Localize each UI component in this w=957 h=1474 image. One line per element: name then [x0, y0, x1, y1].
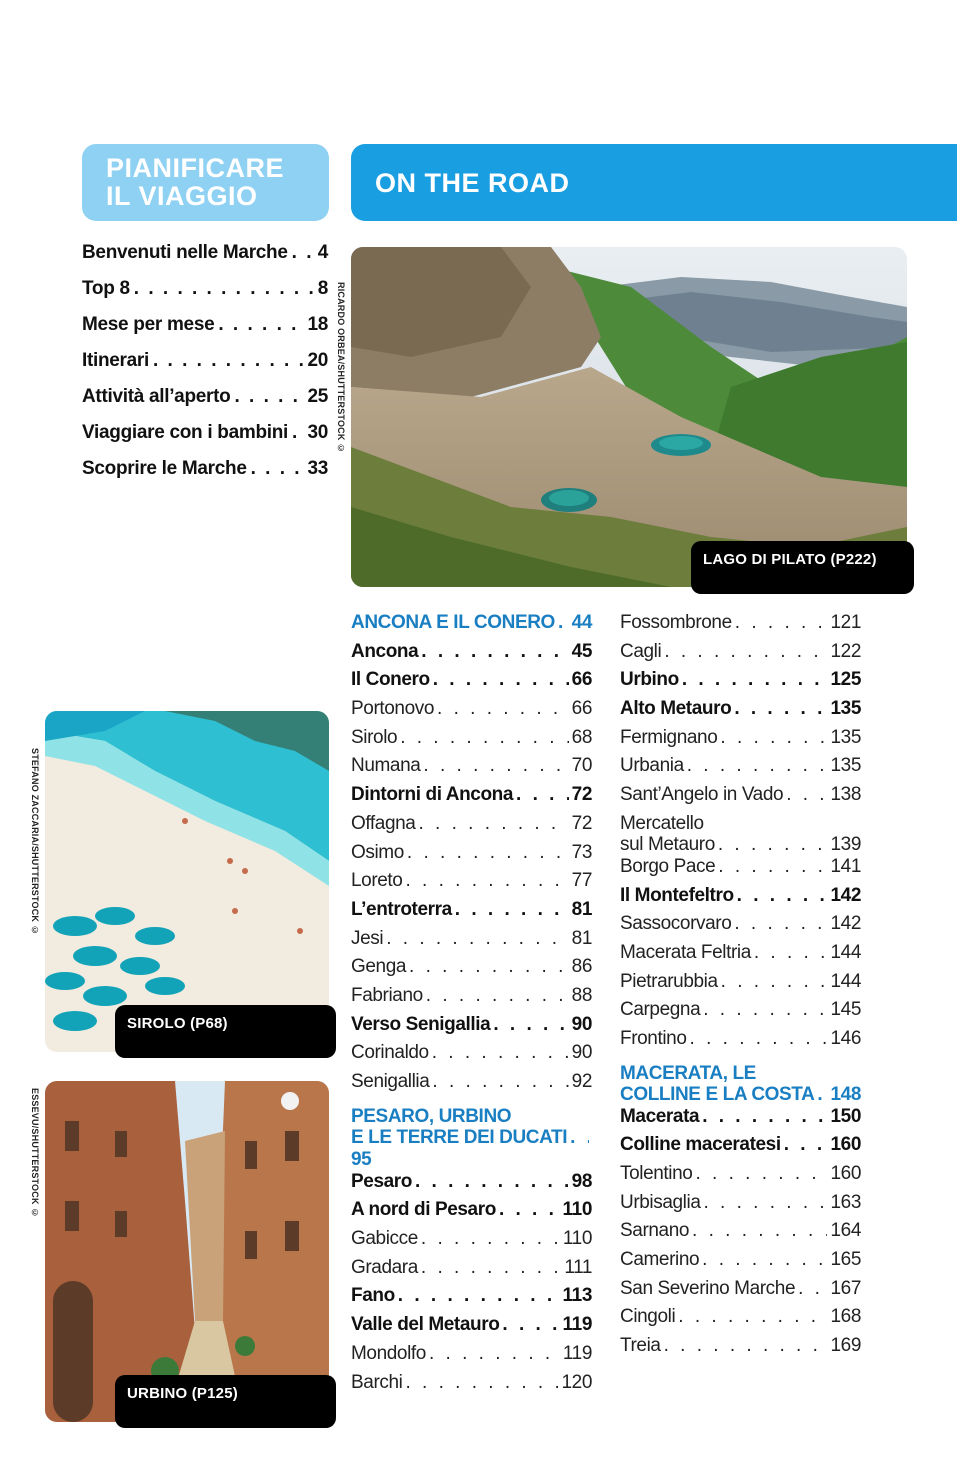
- toc-item[interactable]: Mondolfo . . . 119: [351, 1343, 592, 1372]
- toc-item[interactable]: Corinaldo . . . 90: [351, 1042, 592, 1071]
- toc-column-2: [620, 612, 861, 1364]
- toc-column-1: [351, 612, 592, 1400]
- toc-item[interactable]: Camerino . . . 165: [620, 1249, 861, 1278]
- toc-item[interactable]: Valle del Metauro . . . 119: [351, 1314, 592, 1343]
- toc-item[interactable]: Sirolo . . . 68: [351, 727, 592, 756]
- toc-item[interactable]: Sant’Angelo in Vado . . . 138: [620, 784, 861, 813]
- beach-photo-credit: STEFANO ZACCARIA/SHUTTERSTOCK ©: [30, 748, 40, 936]
- toc-item[interactable]: Macerata Feltria . . . 144: [620, 942, 861, 971]
- toc-item[interactable]: A nord di Pesaro . . . 110: [351, 1199, 592, 1228]
- plan-section-tab[interactable]: [82, 144, 329, 221]
- toc-item[interactable]: Fano . . . 113: [351, 1285, 592, 1314]
- street-photo-caption: URBINO (P125): [115, 1375, 336, 1428]
- toc-section-macerata[interactable]: MACERATA, LE COLLINE E LA COSTA . . . 148: [620, 1063, 861, 1106]
- plan-item[interactable]: Benvenuti nelle Marche . . . 4: [82, 242, 328, 278]
- plan-tab-line2: IL VIAGGIO: [106, 181, 258, 211]
- main-photo-credit: RICARDO ORBEA/SHUTTERSTOCK ©: [336, 282, 346, 454]
- sirolo-beach-photo: [45, 711, 329, 1052]
- plan-item[interactable]: Top 8 . . . 8: [82, 278, 328, 314]
- toc-item[interactable]: Borgo Pace . . . 141: [620, 856, 861, 885]
- toc-item[interactable]: Portonovo . . . 66: [351, 698, 592, 727]
- toc-item[interactable]: L’entroterra . . . 81: [351, 899, 592, 928]
- toc-item[interactable]: Sarnano . . . 164: [620, 1220, 861, 1249]
- on-the-road-label: ON THE ROAD: [375, 168, 570, 198]
- toc-item[interactable]: Frontino . . . 146: [620, 1028, 861, 1057]
- plan-tab-line1: PIANIFICARE: [106, 153, 285, 183]
- toc-item[interactable]: Ancona . . . 45: [351, 641, 592, 670]
- plan-list: [82, 242, 328, 494]
- toc-item[interactable]: Barchi . . . 120: [351, 1372, 592, 1401]
- toc-item[interactable]: Cagli . . . 122: [620, 641, 861, 670]
- plan-item[interactable]: Itinerari . . . 20: [82, 350, 328, 386]
- toc-item[interactable]: Il Conero . . . 66: [351, 669, 592, 698]
- on-the-road-tab[interactable]: [351, 144, 957, 221]
- toc-item[interactable]: Cingoli . . . 168: [620, 1306, 861, 1335]
- plan-item[interactable]: Scoprire le Marche . . . 33: [82, 458, 328, 494]
- toc-item[interactable]: Alto Metauro . . . 135: [620, 698, 861, 727]
- toc-item[interactable]: Osimo . . . 73: [351, 842, 592, 871]
- mountain-lake-illustration: [351, 247, 907, 587]
- toc-item[interactable]: Pesaro . . . 98: [351, 1171, 592, 1200]
- toc-item[interactable]: Gradara . . . 111: [351, 1257, 592, 1286]
- toc-item[interactable]: Tolentino . . . 160: [620, 1163, 861, 1192]
- toc-item[interactable]: Offagna . . . 72: [351, 813, 592, 842]
- toc-item[interactable]: Fossombrone . . . 121: [620, 612, 861, 641]
- toc-item[interactable]: Jesi . . . 81: [351, 928, 592, 957]
- beach-illustration: [45, 711, 329, 1052]
- toc-item[interactable]: Loreto . . . 77: [351, 870, 592, 899]
- toc-item[interactable]: Macerata . . . 150: [620, 1106, 861, 1135]
- main-photo-caption: LAGO DI PILATO (P222): [691, 541, 914, 594]
- toc-item[interactable]: Verso Senigallia . . . 90: [351, 1014, 592, 1043]
- street-photo-credit: ESSEVU/SHUTTERSTOCK ©: [30, 1088, 40, 1218]
- toc-item[interactable]: Treia . . . 169: [620, 1335, 861, 1364]
- street-illustration: [45, 1081, 329, 1422]
- lago-di-pilato-photo: [351, 247, 907, 587]
- beach-photo-caption: SIROLO (P68): [115, 1005, 336, 1058]
- toc-section-pesaro[interactable]: PESARO, URBINO E LE TERRE DEI DUCATI . . . 95: [351, 1106, 592, 1171]
- toc-item[interactable]: San Severino Marche . . . 167: [620, 1278, 861, 1307]
- urbino-street-photo: [45, 1081, 329, 1422]
- toc-item[interactable]: Urbino . . . 125: [620, 669, 861, 698]
- toc-item[interactable]: Mercatello sul Metauro . . . 139: [620, 813, 861, 856]
- toc-item[interactable]: Dintorni di Ancona . . . 72: [351, 784, 592, 813]
- toc-item[interactable]: Senigallia . . . 92: [351, 1071, 592, 1100]
- toc-item[interactable]: Urbania . . . 135: [620, 755, 861, 784]
- toc-section-ancona[interactable]: ANCONA E IL CONERO . . . 44: [351, 612, 592, 641]
- toc-item[interactable]: Gabicce . . . 110: [351, 1228, 592, 1257]
- toc-item[interactable]: Fermignano . . . 135: [620, 727, 861, 756]
- plan-item[interactable]: Attività all’aperto . . . 25: [82, 386, 328, 422]
- toc-item[interactable]: Genga . . . 86: [351, 956, 592, 985]
- toc-item[interactable]: Numana . . . 70: [351, 755, 592, 784]
- plan-item[interactable]: Mese per mese . . . 18: [82, 314, 328, 350]
- plan-item[interactable]: Viaggiare con i bambini . . . 30: [82, 422, 328, 458]
- toc-item[interactable]: Urbisaglia . . . 163: [620, 1192, 861, 1221]
- toc-item[interactable]: Colline maceratesi . . . 160: [620, 1134, 861, 1163]
- toc-item[interactable]: Fabriano . . . 88: [351, 985, 592, 1014]
- toc-item[interactable]: Carpegna . . . 145: [620, 999, 861, 1028]
- toc-item[interactable]: Il Montefeltro . . . 142: [620, 885, 861, 914]
- toc-item[interactable]: Pietrarubbia . . . 144: [620, 971, 861, 1000]
- toc-item[interactable]: Sassocorvaro . . . 142: [620, 913, 861, 942]
